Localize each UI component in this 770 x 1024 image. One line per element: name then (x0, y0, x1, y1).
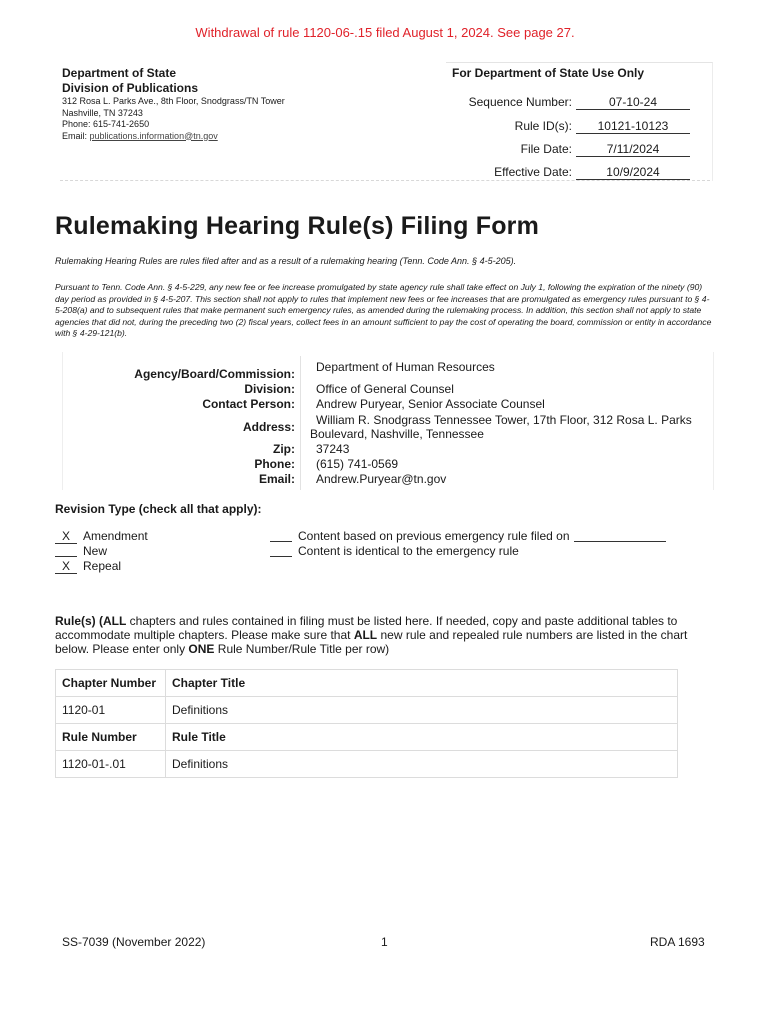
division-value: Office of General Counsel (316, 382, 454, 396)
table-row (56, 697, 678, 724)
state-use-title: For Department of State Use Only (452, 66, 645, 80)
emergency-identical-label: Content is identical to the emergency rule (298, 544, 519, 558)
revision-type-title: Revision Type (check all that apply): (55, 502, 262, 516)
address-value: William R. Snodgrass Tennessee Tower, 17th Floor, 312 Rosa L. Parks Boulevard, Nashville, Tennessee (310, 413, 692, 441)
footer-rda: RDA 1693 (650, 935, 705, 949)
chapter-number-header: Chapter Number (56, 670, 166, 697)
rule-number-header: Rule Number (56, 724, 166, 751)
emergency-date-field[interactable] (574, 529, 666, 542)
intro-text: Rulemaking Hearing Rules are rules filed after and as a result of a rulemaking hearing (Tenn. Code Ann. § 4-5-205). (55, 256, 517, 266)
contact-person-value: Andrew Puryear, Senior Associate Counsel (316, 397, 545, 411)
footer-page-number: 1 (381, 935, 388, 949)
table-row (56, 670, 678, 697)
email-value[interactable]: Andrew.Puryear@tn.gov (316, 472, 447, 486)
division-label: Division: (244, 382, 295, 396)
rule-ids-value: 10121-10123 (576, 119, 690, 134)
table-row (56, 751, 678, 778)
table-row (56, 724, 678, 751)
agency-label: Agency/Board/Commission: (134, 367, 295, 381)
emergency-based-label: Content based on previous emergency rule filed on (298, 529, 570, 543)
contact-person-label: Contact Person: (202, 397, 295, 411)
amendment-checkbox[interactable] (55, 529, 148, 544)
department-address: 312 Rosa L. Parks Ave., 8th Floor, Snodgrass/TN Tower (62, 96, 285, 106)
new-label: New (83, 544, 108, 558)
agency-column-divider (300, 356, 301, 490)
withdrawal-notice: Withdrawal of rule 1120-06-.15 filed August 1, 2024. See page 27. (195, 25, 575, 40)
footer-form-id: SS-7039 (November 2022) (62, 935, 206, 949)
rule-number-cell[interactable]: 1120-01-.01 (56, 751, 166, 778)
amendment-label: Amendment (83, 529, 148, 543)
agency-value: Department of Human Resources (316, 360, 495, 374)
effective-date-value: 10/9/2024 (576, 165, 690, 180)
emergency-based-checkbox[interactable] (270, 529, 666, 543)
amendment-check-mark: X (55, 529, 77, 544)
rules-note-text-1: chapters and rules contained in filing must be listed here. If needed, copy and paste additional tables to accommodate multiple chapters. Please make sure that (55, 614, 678, 642)
rule-title-cell[interactable]: Definitions (166, 751, 678, 778)
department-email-label: Email: (62, 130, 90, 141)
repeal-label: Repeal (83, 559, 122, 573)
zip-label: Zip: (273, 442, 295, 456)
sequence-number-label: Sequence Number: (468, 95, 572, 109)
zip-value: 37243 (316, 442, 350, 456)
new-checkbox[interactable] (55, 544, 107, 558)
sequence-number-row (440, 95, 690, 113)
rules-note-all-1: ALL (103, 614, 127, 628)
email-label: Email: (258, 472, 295, 486)
chapter-title-header: Chapter Title (166, 670, 678, 697)
repeal-check-mark: X (55, 559, 77, 574)
rule-title-header: Rule Title (166, 724, 678, 751)
department-phone: Phone: 615-741-2650 (62, 119, 150, 129)
header-divider (60, 180, 710, 181)
effective-date-label: Effective Date: (494, 165, 572, 179)
emergency-identical-checkbox[interactable] (270, 544, 519, 558)
chapter-number-cell[interactable]: 1120-01 (56, 697, 166, 724)
phone-value: (615) 741-0569 (316, 457, 399, 471)
rules-note-one: ONE (188, 642, 215, 656)
phone-label: Phone: (254, 457, 295, 471)
rules-note-text-2: new rule and repealed rule numbers are listed in the chart below. Please enter only (55, 628, 688, 656)
department-city: Nashville, TN 37243 (62, 107, 143, 118)
rules-note-lead: Rule(s) ( (55, 614, 103, 628)
emergency-identical-blank (270, 544, 292, 557)
rules-note-all-2: ALL (353, 628, 378, 642)
rules-table (55, 669, 678, 778)
sequence-number-value: 07-10-24 (576, 95, 690, 110)
rules-instructions (55, 614, 715, 656)
rule-ids-label: Rule ID(s): (514, 119, 572, 133)
division-name: Division of Publications (62, 81, 199, 95)
emergency-based-blank (270, 529, 292, 542)
new-check-mark (55, 544, 77, 557)
file-date-value: 7/11/2024 (576, 142, 690, 157)
file-date-row (440, 142, 690, 160)
rule-ids-row (440, 119, 690, 137)
rules-note-text-3: Rule Number/Rule Title per row) (214, 642, 390, 656)
file-date-label: File Date: (520, 142, 572, 156)
pursuant-paragraph: Pursuant to Tenn. Code Ann. § 4-5-229, any new fee or fee increase promulgated by state agency rule shall take effect on July 1, following the expiration of the ninety (90) day period as provided in § 4-5-207. This section shall not apply to rules that implement new fees or fee increases that are promulgated as emergency rules pursuant to § 4-5-208(a) and to subsequent rules that make permanent such emergency rules, as amended during the rulemaking process. In addition, this section shall not apply to state agencies that did not, during the preceding two (2) fiscal years, collect fees in an amount sufficient to pay the cost of operating the board, commission or entity in accordance with § 4-29-121(b). (55, 282, 712, 339)
form-title: Rulemaking Hearing Rule(s) Filing Form (55, 212, 540, 240)
chapter-title-cell[interactable]: Definitions (166, 697, 678, 724)
department-email-link[interactable]: publications.information@tn.gov (89, 130, 218, 141)
department-name: Department of State (62, 66, 177, 80)
department-info (62, 66, 285, 142)
address-label: Address: (242, 420, 295, 434)
repeal-checkbox[interactable] (55, 559, 121, 574)
